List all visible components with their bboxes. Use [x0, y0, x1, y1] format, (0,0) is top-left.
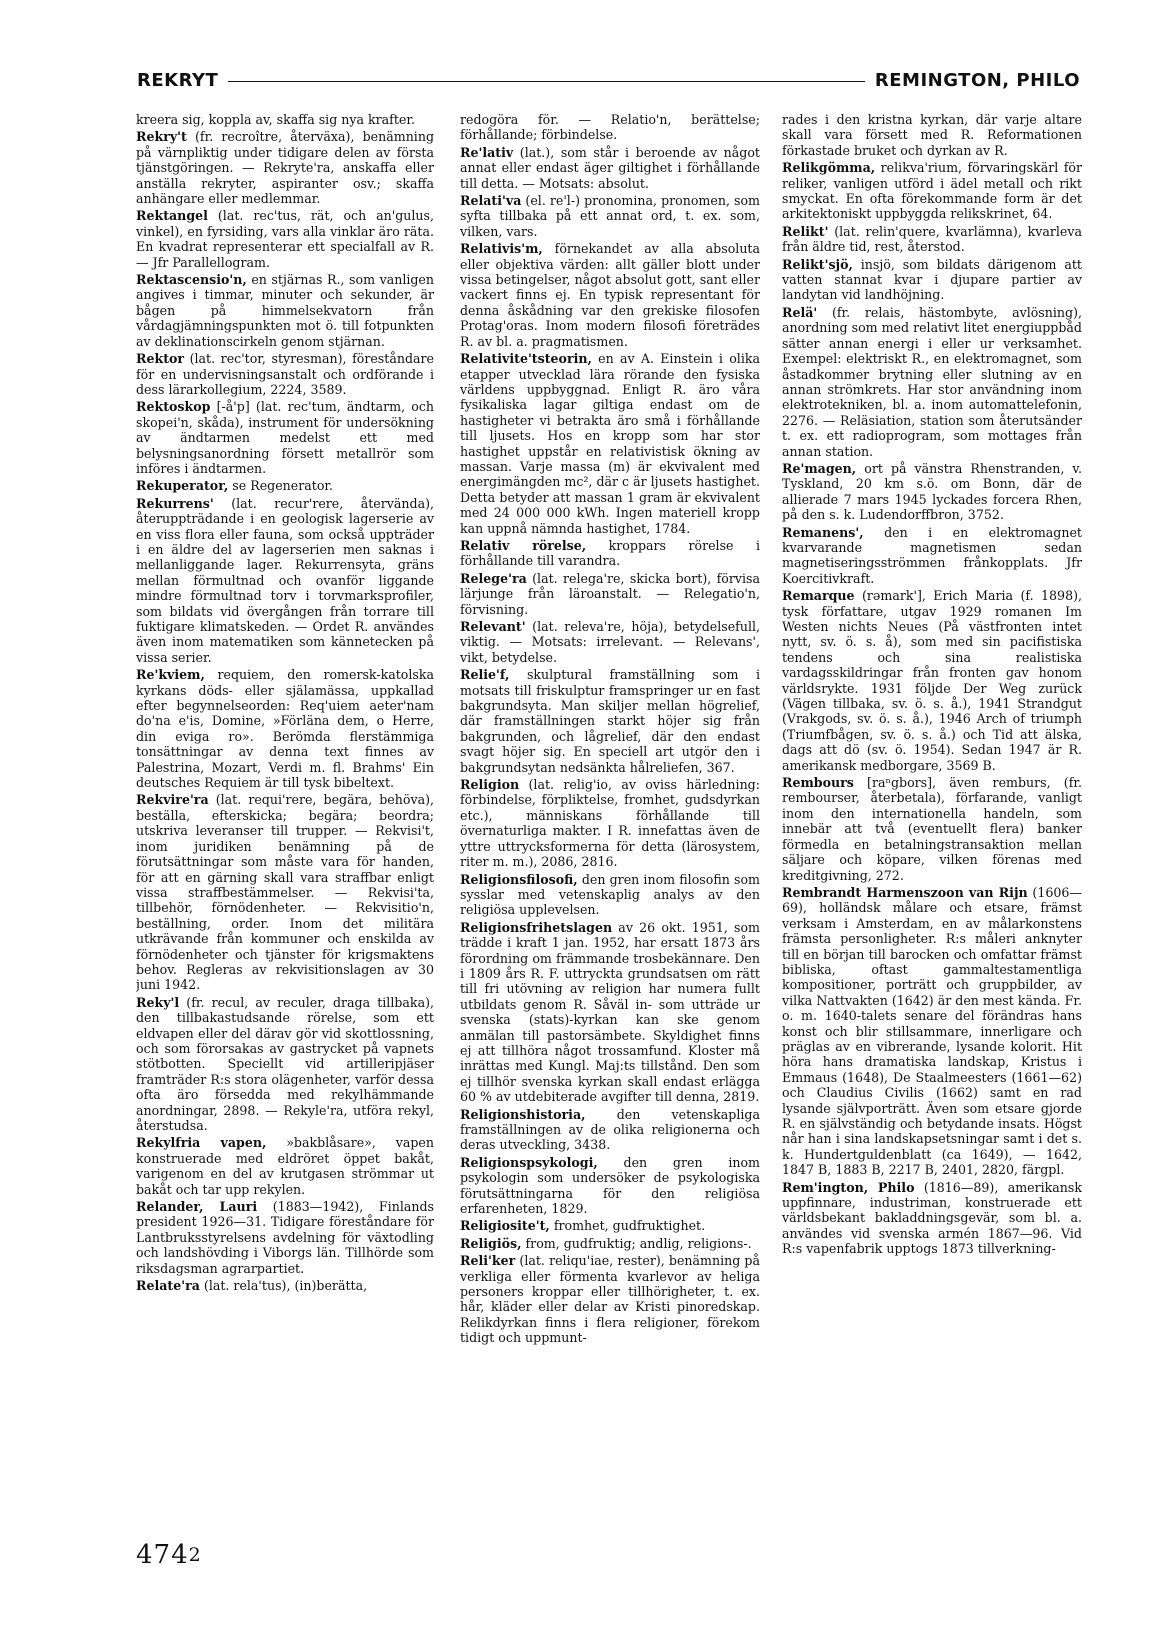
entry-text: (fr. relais, hästombyte, avlösning), anordning som med relativt litet energiuppbåd sätter annan energi i eller ur verksamhet. Exempel: elektriskt R., en elektromagnet, som åstadkommer brytning eller slutning av en annan strömkrets. Har stor användning inom elektrotekniken, bl. a. inom automattelefonin, 2276. — Reläsiation, station som återutsänder t. ex. ett radioprogram, som mottages från annan station. [782, 304, 1082, 459]
dictionary-entry [136, 399, 434, 476]
entry-text: (lat. recur'rere, återvända), återuppträdande i en geologisk lagerserie av en viss flora eller fauna, som också uppträder i en äldre del av lagerserien men saknas i mellanliggande lager. Rekurrensyta, gräns mellan förmultnad och ovanför liggande mindre förmultnad torv i torvmarksprofiler, som bildats vid övergången från torrare till fuktigare klimatskeden. — Ordet R. användes även inom matematiken som kännetecken på vissa serier. [136, 495, 434, 665]
entry-headword: Relikt'sjö, [782, 256, 853, 272]
dictionary-entry [460, 538, 760, 569]
entry-text: den i en elektromagnet kvarvarande magnetismen sedan magnetiseringsströmmen frånkopplats. Jfr Koercitivkraft. [782, 524, 1082, 586]
entry-headword: Relativ rörelse, [460, 537, 587, 553]
text-column-1 [136, 112, 434, 1492]
entry-headword: Relativis'm, [460, 241, 543, 257]
entry-headword: Rekry't [136, 129, 187, 145]
entry-text: (lat. relin'quere, kvarlämna), kvarleva från äldre tid, rest, återstod. [782, 223, 1082, 255]
entry-text: (1883—1942), Finlands president 1926—31. Tidigare föreståndare för Lantbruksstyrelsens avdelning för växtodling och landshövding i Viborgs län. Tillhörde som riksdagsman agrarpartiet. [136, 1199, 434, 1276]
dictionary-entry [782, 160, 1082, 222]
entry-headword: Relander, Lauri [136, 1199, 258, 1215]
entry-headword: Re'lativ [460, 144, 514, 160]
dictionary-entry [460, 571, 760, 617]
dictionary-entry [460, 1155, 760, 1217]
entry-text: fromhet, gudfruktighet. [549, 1218, 706, 1234]
entry-text: relikva'rium, förvaringskärl för reliker, vanligen utförd i ädel metall och rikt smyckat. En ofta förekommande form är det arkitektoniskt uppbyggda relikskrinet, 64. [782, 160, 1082, 222]
entry-headword: Rem'ington, Philo [782, 1179, 915, 1195]
entry-headword: Rektoskop [136, 399, 211, 415]
entry-headword: Relikgömma, [782, 160, 876, 176]
dictionary-entry [136, 112, 434, 127]
dictionary-entry [460, 1253, 760, 1345]
entry-text: (lat. rec'tor, styresman), föreståndare för en undervisningsanstalt och ordförande i dess lärarkollegium, 2224, 3589. [136, 351, 434, 397]
entry-text: (lat. rec'tus, rät, och an'gulus, vinkel), en fyrsiding, vars alla vinklar äro räta. En kvadrat representerar ett specialfall av R. — Jfr Parallellogram. [136, 208, 434, 270]
entry-text: (1816—89), amerikansk uppfinnare, industriman, konstruerade ett världsbekant bakladdningsgevär, som bl. a. användes vid svenska armén 1867—96. Vid R:s vapenfabrik upptogs 1873 tillverkning- [782, 1179, 1082, 1257]
entry-text: av 26 okt. 1951, som trädde i kraft 1 jan. 1952, har ersatt 1873 års förordning om främmande trosbekännare. Den i 1809 års R. F. uttryckta grundsatsen om rätt till fri utövning av religion har numera fullt utbildats genom R. Såväl in- som utträde ur svenska (stats)-kyrkan kan ske genom anmälan till pastorsämbete. Skyldighet finns ej att tillhöra något trossamfund. Kloster må inrättas med Kungl. Maj:ts tillstånd. Den som ej tillhör svenska kyrkan skall endast erlägga 60 % av utdebiterade avgifter till denna, 2819. [460, 919, 760, 1105]
entry-text: se Regenerator. [228, 478, 334, 494]
entry-text: (1606—69), holländsk målare och etsare, främst verksam i Amsterdam, en av målarkonstens främsta personligheter. R:s måleri anknyter till en början till barocken och omfattar främst bibliska, oftast gammaltestamentliga kompositioner, porträtt och gruppbilder, av vilka Nattvakten (1642) är den mest kända. Fr. o. m. 1640-talets senare del förändras hans konst och blir stillsammare, innerligare och präglas av en vibrerande, lysande kolorit. Hit höra hans dramatiska landskap, Kristus i Emmaus (1648), De Staalmeesters (1661—62) och Claudius Civilis (1662) samt en rad lysande självporträtt. Även som etsare gjorde R. en självständig och betydande insats. Högst når han i sina landskapsetsningar samt i det s. k. Hundertguldenblatt (ca 1649), — 1642, 1847 B, 1883 B, 2217 B, 2401, 2820, färgpl. [782, 884, 1082, 1178]
text-column-2 [460, 112, 760, 1492]
entry-text: requiem, den romersk-katolska kyrkans döds- eller själamässa, uppkallad efter begynnelseorden: Req'uiem aeter'nam do'na e'is, Domine, »Förläna dem, o Herre, din eviga ro». Berömda flerstämmiga tonsättningar av denna text finnes av Palestrina, Mozart, Verdi m. fl. Brahms' Ein deutsches Requiem är till tysk bibeltext. [136, 667, 434, 791]
entry-headword: Relate'ra [136, 1278, 200, 1294]
dictionary-entry [782, 588, 1082, 773]
entry-text: (fr. recroître, återväxa), benämning på värnpliktig under tidigare delen av första tjänstgöringen. — Rekryte'ra, anskaffa eller anställa rekryter, aspiranter osv.; skaffa anhängare eller medlemmar. [136, 129, 434, 207]
dictionary-entry [782, 1180, 1082, 1257]
entry-headword: Religiosite't, [460, 1218, 550, 1234]
dictionary-entry [136, 351, 434, 397]
dictionary-entry [460, 351, 760, 536]
entry-headword: Relikt' [782, 223, 829, 239]
entry-text: (lat. requi'rere, begära, behöva), beställa, efterskicka; begära; beordra; utskriva leveranser till trupper. — Rekvisi't, inom juridiken benämning på de förutsättningar som måste vara för handen, för att en gärning skall vara straffbar enligt vissa straffbestämmelser. — Rekvisi'ta, tillbehör, förnödenheter. — Rekvisitio'n, beställning, order. Inom det militära utkrävande från kommuner och enskilda av förnödenheter och tjänster för krigsmaktens behov. Regleras av rekvisitionslagen av 30 juni 1942. [136, 792, 434, 993]
dictionary-entry [136, 1135, 434, 1197]
dictionary-entry [460, 619, 760, 665]
dictionary-entry [460, 193, 760, 239]
dictionary-entry [460, 872, 760, 918]
entry-text: [-å'p] (lat. rec'tum, ändtarm, och skopei'n, skåda), instrument för undersökning av ändtarmen medelst ett med belysningsanordning försett metallrör som införes i ändtarmen. [136, 399, 434, 476]
dictionary-entry [782, 775, 1082, 883]
entry-headword: Relie'f, [460, 667, 510, 683]
dictionary-entry [782, 257, 1082, 303]
entry-headword: Re'magen, [782, 460, 857, 476]
running-header [137, 68, 1080, 92]
dictionary-entry [460, 1107, 760, 1153]
entry-headword: Rekuperator, [136, 478, 229, 494]
dictionary-entry [136, 208, 434, 270]
entry-headword: Remanens', [782, 524, 864, 540]
entry-headword: Rekurrens' [136, 495, 214, 511]
dictionary-entry [136, 129, 434, 206]
dictionary-entry [136, 496, 434, 665]
entry-headword: Relevant' [460, 619, 526, 634]
entry-headword: Religion [460, 777, 520, 793]
entry-headword: Religionspsykologi, [460, 1154, 598, 1170]
entry-headword: Rektor [136, 351, 185, 367]
entry-headword: Rembours [782, 775, 854, 791]
entry-text: den gren inom psykologin som undersöker de psykologiska förutsättningarna för den religiösa erfarenheten, 1829. [460, 1154, 760, 1217]
dictionary-entry [460, 667, 760, 775]
header-rule [228, 81, 865, 82]
entry-headword: Rekvire'ra [136, 792, 209, 808]
entry-headword: Reky'l [136, 994, 180, 1010]
entry-headword: Reli'ker [460, 1253, 516, 1269]
entry-headword: Religiös, [460, 1235, 522, 1251]
dictionary-entry [136, 792, 434, 992]
entry-text: (lat. relega're, skicka bort), förvisa lärjunge från läroanstalt. — Relegatio'n, förvisning. [460, 570, 760, 617]
page-number-sup: 2 [188, 1544, 202, 1566]
dictionary-entry [136, 995, 434, 1134]
entry-text: (lat.), som står i beroende av något annat eller endast äger giltighet i förhållande till detta. — Motsats: absolut. [460, 144, 760, 191]
dictionary-entry [136, 1199, 434, 1276]
text-column-3 [782, 112, 1082, 1492]
entry-text: rades i den kristna kyrkan, där varje altare skall vara försett med R. Reformationen förkastade bruket och dyrkan av R. [782, 112, 1082, 158]
entry-text: kroppars rörelse i förhållande till varandra. [460, 537, 760, 569]
entry-text: (fr. recul, av reculer, draga tillbaka), den tillbakastudsande rörelse, som ett eldvapen eller del därav gör vid skottlossning, och som förorsakas av gastrycket på vapnets stötbotten. Speciellt vid artilleripjäser framträder R:s stora olägenheter, varför dessa ofta äro försedda med rekylhämmande anordningar, 2898. — Rekyle'ra, utföra rekyl, återstudsa. [136, 994, 434, 1133]
entry-text: from, gudfruktig; andlig, religions-. [521, 1235, 752, 1251]
dictionary-entry [782, 112, 1082, 158]
entry-text: kreera sig, koppla av, skaffa sig nya krafter. [136, 112, 415, 127]
header-right-guide-word: REMINGTON, PHILO [874, 69, 1080, 91]
dictionary-entry [460, 112, 760, 143]
entry-text: den vetenskapliga framställningen av de olika religionerna och deras utveckling, 3438. [460, 1106, 760, 1153]
entry-text: »bakblåsare», vapen konstruerade med eldröret öppet bakåt, varigenom en del av krutgasen strömmar ut bakåt och tar upp rekylen. [136, 1135, 434, 1197]
dictionary-entry [136, 478, 434, 493]
page-number-main: 474 [136, 1540, 189, 1570]
entry-headword: Religionsfrihetslagen [460, 919, 613, 935]
dictionary-entry [460, 145, 760, 191]
entry-text: (rəmark'], Erich Maria (f. 1898), tysk författare, utgav 1929 romanen Im Westen nichts Neues (På västfronten intet nytt, sv. ö. s. å), som med sin pacifistiska tendens och sina realistiska vardagsskildringar från fronten gav honom världsrykte. 1931 följde Der Weg zurück (Vägen tillbaka, sv. ö. s. å.), 1941 Strandgut (Vrakgods, sv. ö. s. å.), 1946 Arch of triumph (Triumfbågen, sv. ö. s. å.) och Tid att älska, dags att dö (sv. ö. 1954). Sedan 1947 är R. amerikansk medborgare, 3569 B. [782, 588, 1082, 773]
entry-text: (el. re'l-) pronomina, pronomen, som syfta tillbaka på ett annat ord, t. ex. som, vilken, vars. [460, 193, 760, 239]
entry-headword: Rektascensio'n, [136, 272, 247, 288]
dictionary-entry [460, 920, 760, 1105]
entry-headword: Religionshistoria, [460, 1106, 586, 1122]
dictionary-entry [782, 224, 1082, 255]
dictionary-entry [782, 461, 1082, 523]
entry-headword: Relege'ra [460, 570, 527, 586]
entry-headword: Remarque [782, 588, 855, 604]
dictionary-entry [136, 272, 434, 349]
dictionary-entry [782, 525, 1082, 587]
entry-text: insjö, som bildats därigenom att vatten stannat kvar i djupare partier av landytan vid landhöjning. [782, 256, 1082, 303]
entry-text: en stjärnas R., som vanligen angives i timmar, minuter och sekunder, är bågen på himmelsekvatorn från vårdagjämningspunkten mot ö. till fotpunkten av deklinationscirkeln genom stjärnan. [136, 272, 434, 349]
entry-text: (lat. rela'tus), (in)berätta, [199, 1278, 368, 1294]
dictionary-entry [782, 305, 1082, 459]
entry-text: skulptural framställning som i motsats till friskulptur framspringer ur en fast bakgrundsyta. Man skiljer mellan högrelief, där framställningen starkt höjer sig från bakgrunden, och lågrelief, där den endast svagt höjer sig. En speciell art utgör den i bakgrundsytan nedsänkta hålreliefen, 367. [460, 667, 760, 775]
entry-headword: Relati'va [460, 193, 522, 209]
dictionary-entry [460, 1218, 760, 1233]
entry-text: ort på vänstra Rhenstranden, v. Tyskland, 20 km s.ö. om Bonn, där de allierade 7 mars 1945 lyckades forcera Rhen, på den s. k. Ludendorffbron, 3752. [782, 460, 1082, 523]
entry-headword: Re'kviem, [136, 667, 205, 683]
entry-text: den gren inom filosofin som sysslar med vetenskaplig analys av den religiösa upplevelsen. [460, 871, 760, 918]
entry-text: förnekandet av alla absoluta eller objektiva värden: allt gäller blott under vissa betingelser, något absolut gott, sant eller vackert finns ej. En typisk representant för denna åskådning var den grekiske filosofen Protag'oras. Inom modern filosofi företrädes R. av bl. a. pragmatismen. [460, 241, 760, 349]
entry-text: [raⁿgbors], även remburs, (fr. rembourser, återbetala), förfarande, vanligt inom den internationella handeln, som innebär att två (eventuellt flera) banker förmedla en betalningstransaktion mellan säljare och köpare, vilken förenas med kreditgivning, 272. [782, 775, 1082, 883]
entry-headword: Rektangel [136, 208, 208, 224]
entry-text: redogöra för. — Relatio'n, berättelse; förhållande; förbindelse. [460, 112, 760, 143]
header-left-guide-word: REKRYT [137, 69, 219, 91]
page-number [136, 1540, 202, 1570]
dictionary-entry [460, 1236, 760, 1251]
dictionary-entry [460, 777, 760, 869]
entry-headword: Rekylfria vapen, [136, 1135, 267, 1151]
dictionary-entry [136, 1278, 434, 1293]
entry-text: (lat. releva're, höja), betydelsefull, viktig. — Motsats: irrelevant. — Relevans', vikt, betydelse. [460, 619, 760, 665]
entry-text: (lat. relig'io, av oviss härledning: förbindelse, förpliktelse, fromhet, gudsdyrkan etc.), människans förhållande till övernaturliga makter. I R. innefattas även de yttre uttrycksformerna för detta (lärosystem, riter m. m.), 2086, 2816. [460, 777, 760, 870]
entry-text: en av A. Einstein i olika etapper utvecklad lära rörande den fysiska världens uppbyggnad. Enligt R. äro våra fysikaliska lagar giltiga endast om de hastigheter vi betrakta äro små i förhållande till ljusets. Hos en kropp som har stor hastighet uppstår en relativistisk ökning av massan. Varje massa (m) är ekvivalent med energimängden mc², där c är ljusets hastighet. Detta betyder att massan 1 gram är ekvivalent med 24 000 000 kWh. Ingen materiell kropp kan uppnå nämnda hastighet, 1784. [460, 351, 760, 536]
entry-headword: Relativite'tsteorin, [460, 351, 592, 367]
dictionary-entry [460, 241, 760, 349]
dictionary-entry [782, 885, 1082, 1178]
entry-headword: Relä' [782, 304, 818, 320]
entry-headword: Religionsfilosofi, [460, 871, 578, 887]
entry-text: (lat. reliqu'iae, rester), benämning på verkliga eller förmenta kvarlevor av heliga personers kroppar eller tillhörigheter, t. ex. hår, kläder eller delar av Kristi pinoredskap. Relikdyrkan finns i flera religioner, förekom tidigt och uppmunt- [460, 1253, 760, 1346]
entry-headword: Rembrandt Harmenszoon van Rijn [782, 884, 1028, 900]
dictionary-entry [136, 667, 434, 790]
